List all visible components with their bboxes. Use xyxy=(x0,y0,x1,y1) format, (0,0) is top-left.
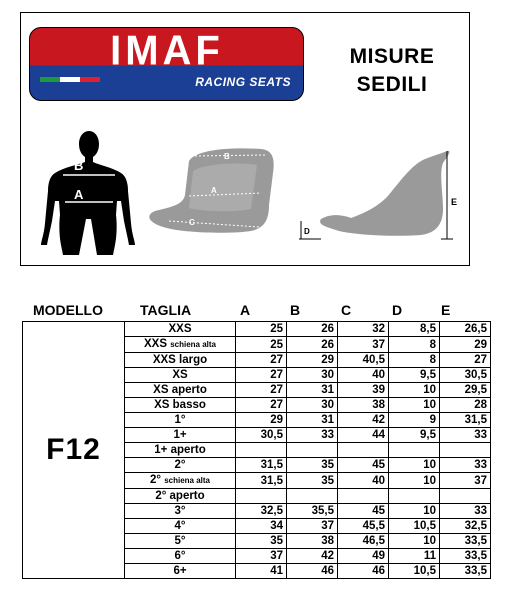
value-cell-c: 40 xyxy=(338,473,389,489)
side-label-d: D xyxy=(304,227,310,236)
value-cell-c: 40 xyxy=(338,368,389,383)
size-cell xyxy=(125,519,236,534)
size-label: 3° xyxy=(174,505,186,517)
size-cell xyxy=(125,489,236,504)
size-label: 1+ xyxy=(173,429,187,441)
value-cell-b: 31 xyxy=(287,413,338,428)
size-cell xyxy=(125,322,236,337)
value-cell-b: 37 xyxy=(287,519,338,534)
seat-label-a: A xyxy=(211,186,217,195)
size-label: XS aperto xyxy=(153,384,207,396)
header-panel xyxy=(20,12,470,266)
value-cell-a: 41 xyxy=(236,564,287,579)
value-cell-d: 10 xyxy=(389,473,440,489)
header-c: C xyxy=(341,302,352,318)
header-e: E xyxy=(441,302,451,318)
value-cell-a: 31,5 xyxy=(236,458,287,473)
value-cell-d: 9,5 xyxy=(389,428,440,443)
value-cell-c: 44 xyxy=(338,428,389,443)
value-cell-e: 29,5 xyxy=(440,383,491,398)
size-cell xyxy=(125,383,236,398)
value-cell-d: 10,5 xyxy=(389,564,440,579)
value-cell-c: 32 xyxy=(338,322,389,337)
value-cell-b xyxy=(287,443,338,458)
header-d: D xyxy=(392,302,403,318)
size-cell xyxy=(125,337,236,353)
size-cell xyxy=(125,549,236,564)
value-cell-a: 25 xyxy=(236,322,287,337)
size-label: XXS xyxy=(143,338,167,350)
value-cell-a: 25 xyxy=(236,337,287,353)
value-cell-a: 29 xyxy=(236,413,287,428)
value-cell-b xyxy=(287,489,338,504)
value-cell-c: 45 xyxy=(338,458,389,473)
size-label: XS xyxy=(172,369,188,381)
value-cell-c xyxy=(338,443,389,458)
value-cell-c: 49 xyxy=(338,549,389,564)
body-label-b: B xyxy=(74,158,84,173)
size-label: XXS xyxy=(168,323,192,335)
body-silhouette xyxy=(41,131,135,255)
size-table xyxy=(22,321,491,579)
size-note: schiena alta xyxy=(164,476,210,485)
value-cell-b: 35,5 xyxy=(287,504,338,519)
title-line-2: SEDILI xyxy=(356,73,428,96)
value-cell-e: 30,5 xyxy=(440,368,491,383)
value-cell-e xyxy=(440,489,491,504)
value-cell-a: 27 xyxy=(236,383,287,398)
value-cell-d xyxy=(389,489,440,504)
size-cell xyxy=(125,368,236,383)
value-cell-e: 33,5 xyxy=(440,549,491,564)
size-label: XS basso xyxy=(154,399,206,411)
table-column-headers xyxy=(0,302,506,320)
value-cell-b: 33 xyxy=(287,428,338,443)
value-cell-e: 37 xyxy=(440,473,491,489)
size-cell xyxy=(125,428,236,443)
value-cell-d: 9,5 xyxy=(389,368,440,383)
value-cell-a: 31,5 xyxy=(236,473,287,489)
size-label: 4° xyxy=(174,520,186,532)
seat-label-b: B xyxy=(224,152,230,161)
size-label: 1+ aperto xyxy=(154,444,206,456)
value-cell-a xyxy=(236,489,287,504)
header-a: A xyxy=(240,302,251,318)
value-cell-a: 27 xyxy=(236,398,287,413)
value-cell-d: 8 xyxy=(389,353,440,368)
value-cell-e: 31,5 xyxy=(440,413,491,428)
value-cell-e: 33,5 xyxy=(440,534,491,549)
value-cell-e: 33 xyxy=(440,458,491,473)
value-cell-c: 45 xyxy=(338,504,389,519)
size-label: XXS largo xyxy=(152,354,208,366)
size-label: 6° xyxy=(174,550,186,562)
value-cell-d: 10 xyxy=(389,534,440,549)
size-cell xyxy=(125,398,236,413)
value-cell-d: 10,5 xyxy=(389,519,440,534)
value-cell-e xyxy=(440,443,491,458)
size-cell xyxy=(125,413,236,428)
size-cell xyxy=(125,504,236,519)
size-label: 5° xyxy=(174,535,186,547)
value-cell-d xyxy=(389,443,440,458)
side-label-e: E xyxy=(451,197,458,207)
table-row xyxy=(23,322,491,337)
value-cell-b: 26 xyxy=(287,337,338,353)
value-cell-b: 46 xyxy=(287,564,338,579)
value-cell-c: 46 xyxy=(338,564,389,579)
size-cell xyxy=(125,564,236,579)
value-cell-c: 40,5 xyxy=(338,353,389,368)
value-cell-a: 37 xyxy=(236,549,287,564)
value-cell-e: 32,5 xyxy=(440,519,491,534)
value-cell-e: 27 xyxy=(440,353,491,368)
size-note: schiena alta xyxy=(170,340,217,349)
size-cell xyxy=(125,534,236,549)
value-cell-b: 30 xyxy=(287,398,338,413)
logo-brand-text: IMAF xyxy=(110,27,224,75)
value-cell-c: 42 xyxy=(338,413,389,428)
title-line-1: MISURE xyxy=(349,45,435,68)
header-modello: MODELLO xyxy=(33,302,103,318)
size-cell xyxy=(125,458,236,473)
value-cell-c: 37 xyxy=(338,337,389,353)
size-label: 2° aperto xyxy=(155,490,205,502)
value-cell-b: 29 xyxy=(287,353,338,368)
value-cell-d: 10 xyxy=(389,383,440,398)
value-cell-d: 8,5 xyxy=(389,322,440,337)
value-cell-a: 32,5 xyxy=(236,504,287,519)
value-cell-b: 26 xyxy=(287,322,338,337)
value-cell-c: 38 xyxy=(338,398,389,413)
value-cell-d: 10 xyxy=(389,504,440,519)
value-cell-b: 31 xyxy=(287,383,338,398)
value-cell-a xyxy=(236,443,287,458)
value-cell-c: 46,5 xyxy=(338,534,389,549)
body-label-a: A xyxy=(74,187,84,202)
value-cell-d: 9 xyxy=(389,413,440,428)
size-cell xyxy=(125,473,236,489)
logo-subtitle: RACING SEATS xyxy=(195,75,291,89)
seat-label-c: C xyxy=(189,218,195,227)
value-cell-c: 39 xyxy=(338,383,389,398)
body-measure-diagram xyxy=(21,13,471,267)
size-cell xyxy=(125,353,236,368)
value-cell-d: 10 xyxy=(389,398,440,413)
value-cell-e: 29 xyxy=(440,337,491,353)
value-cell-e: 33 xyxy=(440,504,491,519)
value-cell-c xyxy=(338,489,389,504)
value-cell-a: 30,5 xyxy=(236,428,287,443)
value-cell-a: 35 xyxy=(236,534,287,549)
value-cell-e: 26,5 xyxy=(440,322,491,337)
value-cell-a: 34 xyxy=(236,519,287,534)
size-cell xyxy=(125,443,236,458)
value-cell-e: 33 xyxy=(440,428,491,443)
size-label: 2° xyxy=(149,474,161,486)
seat-side-shape xyxy=(320,151,449,236)
value-cell-b: 38 xyxy=(287,534,338,549)
value-cell-d: 11 xyxy=(389,549,440,564)
size-label: 1° xyxy=(174,414,186,426)
value-cell-b: 35 xyxy=(287,458,338,473)
value-cell-d: 8 xyxy=(389,337,440,353)
value-cell-c: 45,5 xyxy=(338,519,389,534)
model-cell: F12 xyxy=(23,322,125,579)
size-label: 2° xyxy=(174,459,186,471)
value-cell-b: 42 xyxy=(287,549,338,564)
value-cell-b: 35 xyxy=(287,473,338,489)
value-cell-e: 33,5 xyxy=(440,564,491,579)
header-taglia: TAGLIA xyxy=(140,302,192,318)
header-b: B xyxy=(290,302,301,318)
value-cell-b: 30 xyxy=(287,368,338,383)
size-label: 6+ xyxy=(173,565,187,577)
value-cell-e: 28 xyxy=(440,398,491,413)
value-cell-d: 10 xyxy=(389,458,440,473)
value-cell-a: 27 xyxy=(236,353,287,368)
value-cell-a: 27 xyxy=(236,368,287,383)
